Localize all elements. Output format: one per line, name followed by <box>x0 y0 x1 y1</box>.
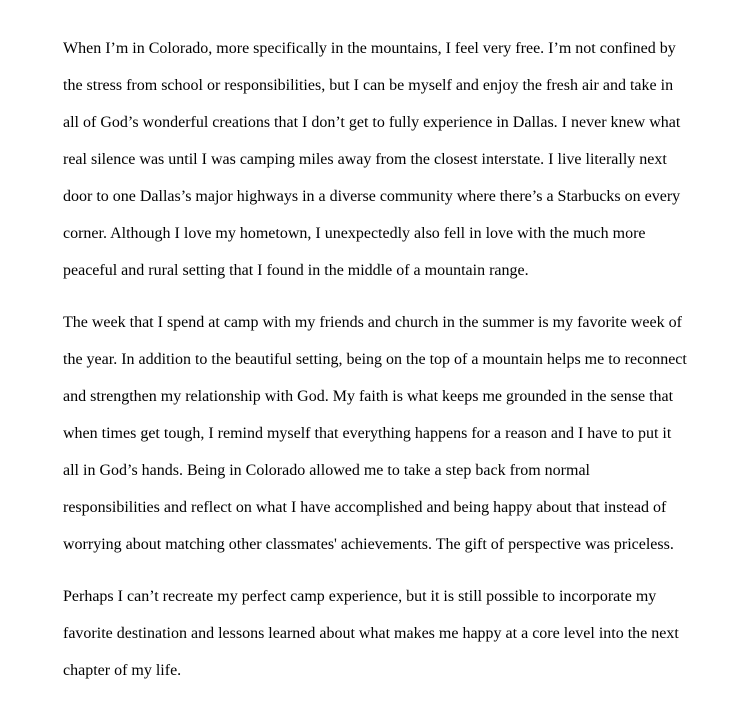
essay-paragraph-1: When I’m in Colorado, more specifically in the mountains, I feel very free. I’m not confined by the stress from school or responsibilities, but I can be myself and enjoy the fresh air and take in all of God’s wonderful creations that I don’t get to fully experience in Dallas. I never knew what real silence was until I was camping miles away from the closest interstate. I live literally next door to one Dallas’s major highways in a diverse community where there’s a Starbucks on every corner. Although I love my hometown, I unexpectedly also fell in love with the much more peaceful and rural setting that I found in the middle of a mountain range. <box>63 40 681 279</box>
essay-paragraph-3: Perhaps I can’t recreate my perfect camp experience, but it is still possible to incorporate my favorite destination and lessons learned about what makes me happy at a core level into the next chapter of my life. <box>63 588 679 679</box>
essay-body <box>63 30 687 689</box>
essay-paragraph-2: The week that I spend at camp with my friends and church in the summer is my favorite week of the year. In addition to the beautiful setting, being on the top of a mountain helps me to reconnect and strengthen my relationship with God. My faith is what keeps me grounded in the sense that when times get tough, I remind myself that everything happens for a reason and I have to put it all in God’s hands. Being in Colorado allowed me to take a step back from normal responsibilities and reflect on what I have accomplished and being happy about that instead of worrying about matching other classmates' achievements. The gift of perspective was priceless. <box>63 314 687 553</box>
